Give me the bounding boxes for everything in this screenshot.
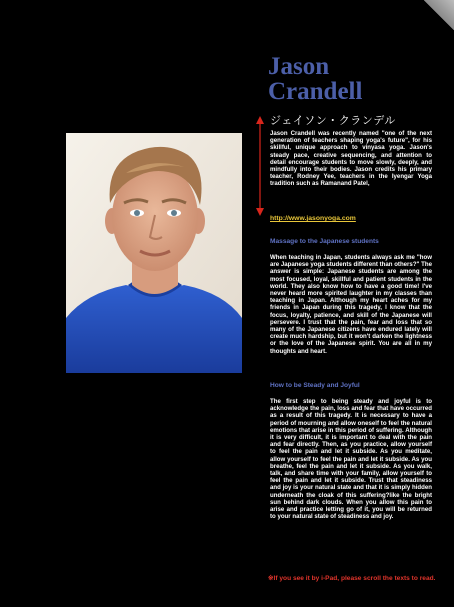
last-name: Crandell [268, 78, 363, 105]
section-body-message: When teaching in Japan, students always ask me "how are Japanese yoga students different than others?" The answer is simple: Japanese students are among the most focused, loyal, skillful and patient students in the world. They also know how to have a good time! I've never heard more spirited laughter in my classes than teaching in Japan. Although my heart aches for my friends in Japan during this tragedy, I know that the focus, loyalty, patience, and skill of the Japanese will persevere. I trust that the pain, fear and loss that so many of the Japanese citizens have endured lately will create much hardship, but it won't darken the lightness or the love of the Japanese spirit. You are all in my thoughts and heart. [270, 254, 432, 355]
section-heading-message: Massage to the Japanese students [270, 238, 379, 245]
section-body-steady-joyful: The first step to being steady and joyful is to acknowledge the pain, loss and fear that have occurred as a result of this tragedy. It is necessary to have a period of mourning and allow oneself to feel the natural emotions that arise in this period of suffering. Although it is very difficult, it is important to deal with the pain and fear directly. Then, as you practice, allow yourself to feel the pain and let it subside. As you meditate, allow yourself to feel the pain and let it subside. As you breathe, feel the pain and let it subside. As you walk, talk, and share time with your family, allow yourself to feel the pain and let it subside. Trust that steadiness and joy is your natural state and that it is simply hidden underneath the cloak of this suffering?like the bright sun behind dark clouds. When you allow this pain to arise and practice letting go of it, you will be returned to your natural state of steadiness and joy. [270, 398, 432, 521]
ipad-scroll-note: ※If you see it by i-Pad, please scroll the texts to read. [268, 575, 436, 582]
scroll-arrow-icon [255, 116, 265, 216]
japanese-name: ジェイソン・クランデル [270, 114, 396, 127]
intro-paragraph: Jason Crandell was recently named "one of the next generation of teachers shaping yoga's future", for his skillful, unique approach to vinyasa yoga. Jason's steady pace, creative sequencing, and attention to detail encourage students to move slowly, deeply, and mindfully into their bodies. Jason credits his primary teacher, Rodney Yee, teachers in the Iyengar Yoga tradition such as Ramanand Patel, [270, 130, 432, 188]
section-heading-steady-joyful: How to be Steady and Joyful [270, 382, 360, 389]
first-name: Jason [268, 53, 330, 80]
website-link[interactable]: http://www.jasonyoga.com [270, 215, 356, 222]
portrait-photo [66, 133, 242, 373]
person-name [268, 54, 362, 104]
page-curl-corner [424, 0, 454, 30]
